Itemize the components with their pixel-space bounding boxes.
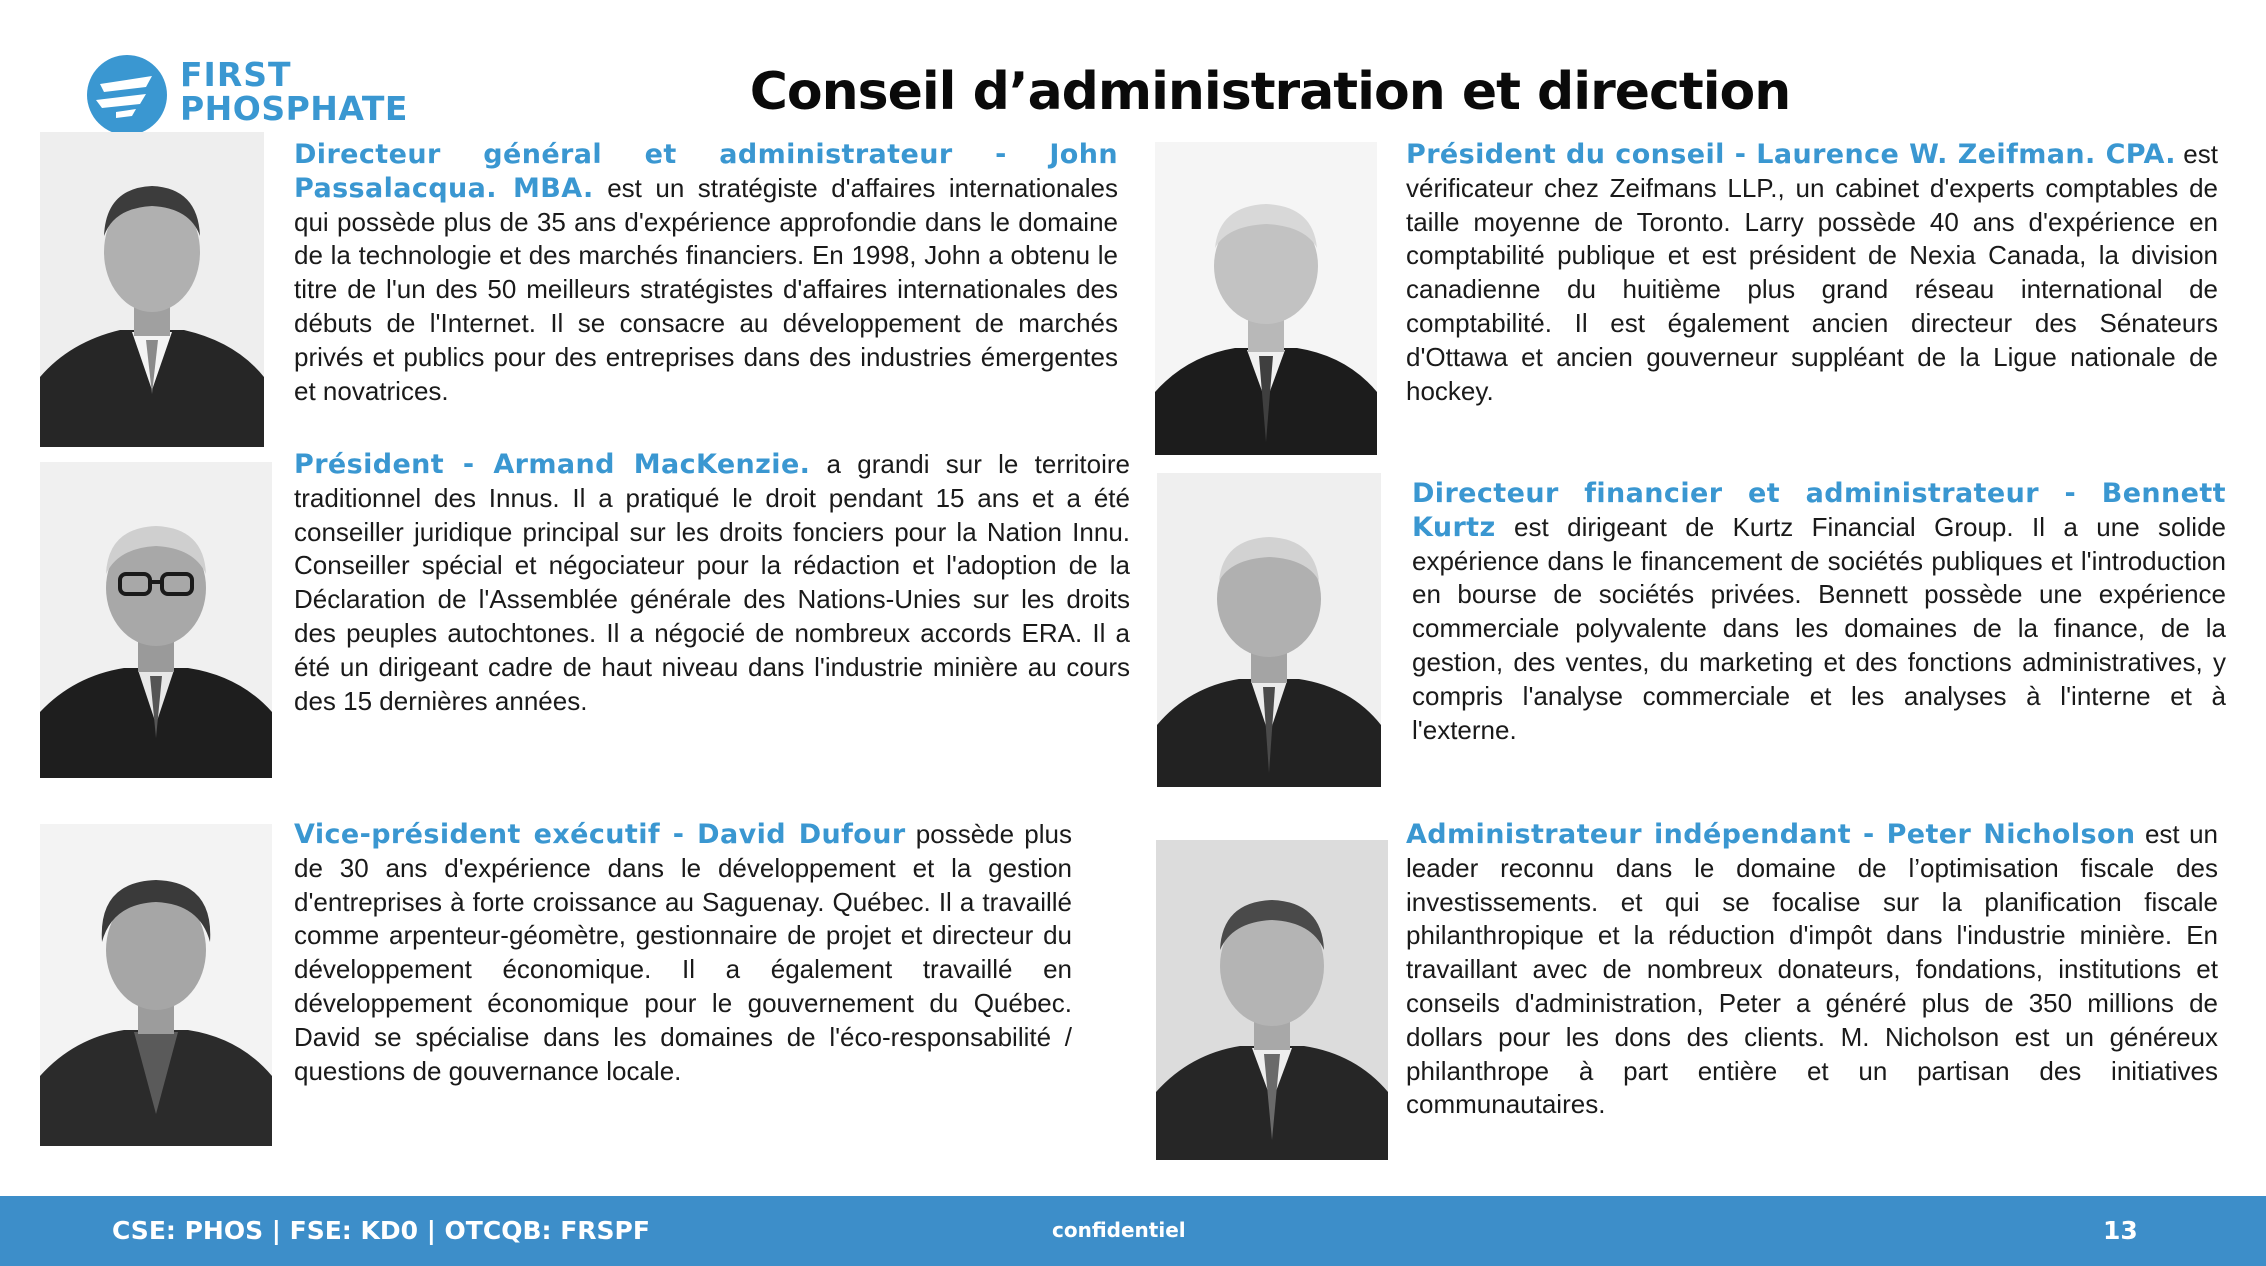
bio-name: Président - Armand MacKenzie. <box>294 449 811 480</box>
logo-wordmark <box>180 55 408 128</box>
bio-text: est un leader reconnu dans le domaine de l’optimisation fiscale des investissements. et qui se focalise sur la planification fiscale philanthropique et la réduction d'impôt dans l'industrie minière. En travaillant avec de nombreux donateurs, fondations, institutions et conseils d'administration, Peter a généré plus de 350 millions de dollars pour les dons des clients. M. Nicholson est un généreux philanthrope à part entière et un partisan des initiatives communautaires. <box>1406 819 2218 1120</box>
photo-bennett-kurtz <box>1157 473 1381 787</box>
portrait-photo-icon <box>40 824 272 1146</box>
bio-text: a grandi sur le territoire traditionnel des Innus. Il a pratiqué le droit pendant 15 ans et a été conseiller juridique principal sur les droits fonciers pour la Nation Innu. Conseiller spécial et négociateur pour la rédaction et l'adoption de la Déclaration de l'Assemblée générale des Nations-Unies sur les droits des peuples autochtones. Il a négocié de nombreux accords ERA. Il a été un dirigeant cadre de haut niveau dans l'industrie minière au cours des 15 dernières années. <box>294 449 1130 716</box>
bio-name: Directeur général et administrateur - John Passalacqua. MBA. <box>294 139 1118 204</box>
page-title: Conseil d’administration et direction <box>749 62 1791 122</box>
portrait-photo-icon <box>1155 142 1377 455</box>
bio-armand-mackenzie <box>294 448 1130 718</box>
portrait-photo-icon <box>40 132 264 447</box>
portrait-photo-icon <box>1157 473 1381 787</box>
logo-mark-icon <box>86 54 168 136</box>
bio-name: Président du conseil - Laurence W. Zeifman. CPA. <box>1406 139 2176 170</box>
page-number: 13 <box>2103 1216 2138 1245</box>
bio-text: possède plus de 30 ans d'expérience dans le développement et la gestion d'entreprises à forte croissance au Saguenay. Québec. Il a travaillé comme arpenteur-géomètre, gestionnaire de projet et directeur du développement économique. Il a également travaillé en développement économique pour le gouvernement du Québec. David se spécialise dans les domaines de l'éco-responsabilité / questions de gouvernance locale. <box>294 819 1072 1086</box>
confidential-label: confidentiel <box>1052 1218 1186 1242</box>
portrait-photo-icon <box>40 462 272 778</box>
bio-name: Administrateur indépendant - Peter Nicholson <box>1406 819 2136 850</box>
bio-john-passalacqua <box>294 138 1118 408</box>
photo-peter-nicholson <box>1156 840 1388 1160</box>
photo-armand-mackenzie <box>40 462 272 778</box>
bio-laurence-zeifman <box>1406 138 2218 408</box>
bio-text: est vérificateur chez Zeifmans LLP., un cabinet d'experts comptables de taille moyenne de Toronto. Larry possède 40 ans d'expérience en comptabilité publique et est président de Nexia Canada, la division canadienne du huitième plus grand réseau international de comptabilité. Il est également ancien directeur des Sénateurs d'Ottawa et ancien gouverneur suppléant de la Ligue nationale de hockey. <box>1406 139 2218 406</box>
logo-line2: PHOSPHATE <box>180 89 408 128</box>
logo-line1: FIRST <box>180 55 292 94</box>
photo-john-passalacqua <box>40 132 264 447</box>
first-phosphate-logo <box>86 52 426 134</box>
stock-tickers: CSE: PHOS | FSE: KD0 | OTCQB: FRSPF <box>112 1216 650 1245</box>
photo-david-dufour <box>40 824 272 1146</box>
portrait-photo-icon <box>1156 840 1388 1160</box>
bio-name: Directeur financier et administrateur - Bennett Kurtz <box>1412 478 2226 543</box>
bio-text: est dirigeant de Kurtz Financial Group. Il a une solide expérience dans le financement de sociétés publiques et l'introduction en bourse de sociétés privées. Bennett possède une expérience commerciale polyvalente dans les domaines de la finance, de la gestion, des ventes, du marketing et des fonctions administratives, y compris l'analyse commerciale et les analyses à l'interne et à l'externe. <box>1412 511 2226 745</box>
bio-name: Vice-président exécutif - David Dufour <box>294 819 906 850</box>
bio-peter-nicholson <box>1406 818 2218 1122</box>
photo-laurence-zeifman <box>1155 142 1377 455</box>
footer-bar <box>0 1196 2266 1266</box>
bio-text: est un stratégiste d'affaires internationales qui possède plus de 35 ans d'expérience approfondie dans le domaine de la technologie et des marchés financiers. En 1998, John a obtenu le titre de l'un des 50 meilleurs stratégistes d'affaires internationales des débuts de l'Internet. Il se consacre au développement de marchés privés et publics pour des entreprises dans des industries émergentes et novatrices. <box>294 172 1119 406</box>
bio-bennett-kurtz <box>1412 477 2226 747</box>
bio-david-dufour <box>294 818 1072 1088</box>
